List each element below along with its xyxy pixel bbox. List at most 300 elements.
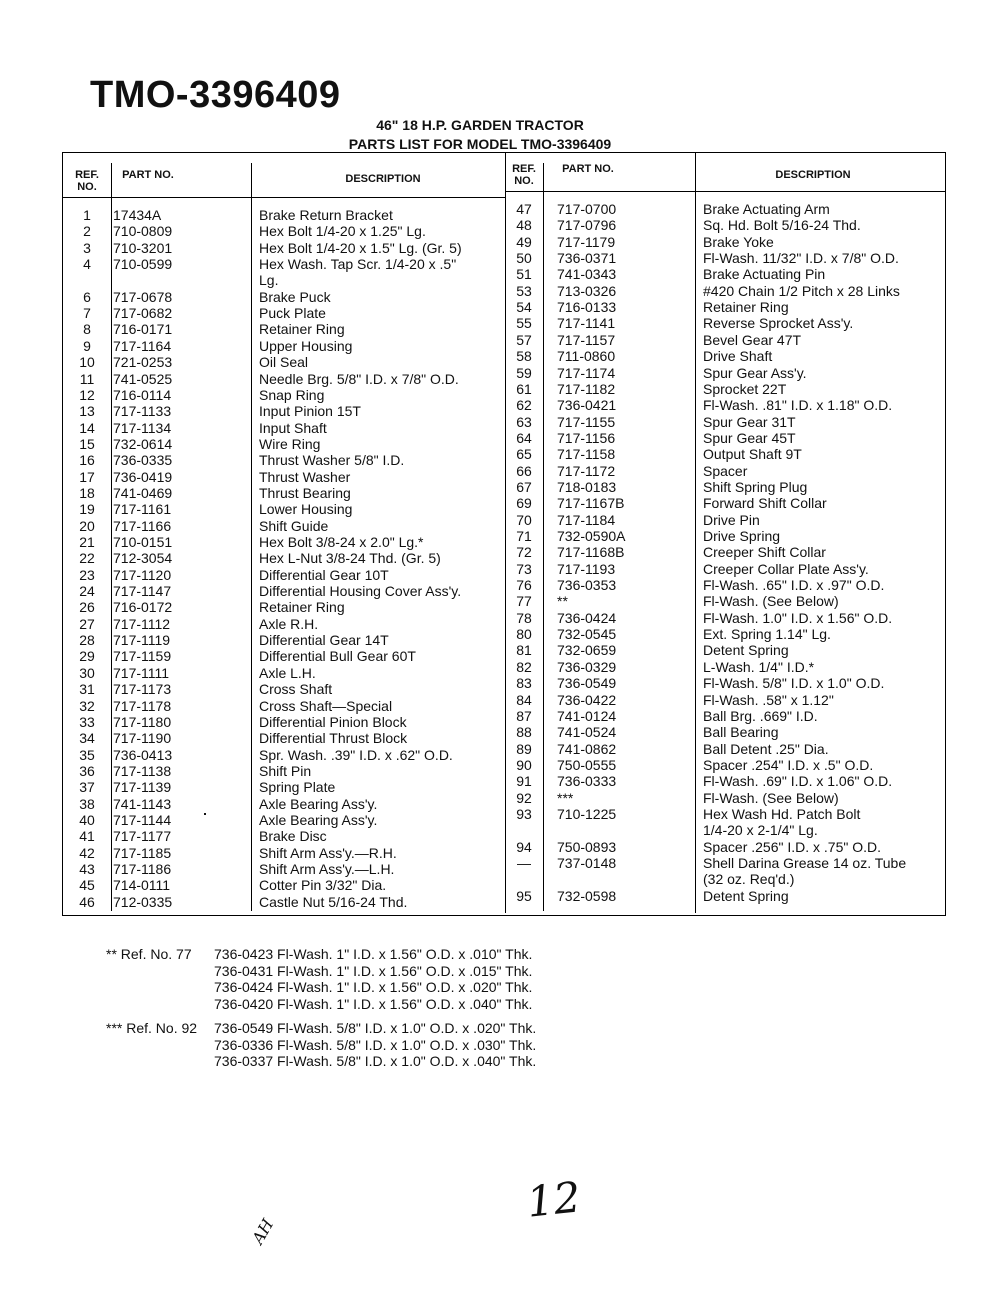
part-description: Ext. Spring 1.14" Lg. bbox=[703, 626, 831, 643]
part-description: Differential Bull Gear 60T bbox=[259, 648, 416, 665]
ref-number: 22 bbox=[79, 550, 95, 567]
ref-number: 72 bbox=[516, 544, 532, 561]
part-description: Fl-Wash. .58" x 1.12" bbox=[703, 691, 834, 708]
ref-number: 83 bbox=[516, 675, 532, 692]
part-number: 741-0862 bbox=[557, 740, 617, 757]
part-number: 717-1186 bbox=[113, 861, 172, 877]
header-description: DESCRIPTION bbox=[345, 173, 421, 185]
part-description: Cotter Pin 3/32" Dia. bbox=[259, 877, 387, 894]
ref-number: 8 bbox=[83, 321, 91, 338]
part-description: Input Pinion 15T bbox=[259, 403, 361, 420]
part-description: Retainer Ring bbox=[259, 599, 345, 616]
table-row bbox=[63, 512, 945, 528]
ref-number: 4 bbox=[83, 256, 91, 273]
ref-number: 92 bbox=[516, 789, 532, 806]
part-number: 736-0353 bbox=[557, 577, 617, 594]
part-number: 717-1147 bbox=[113, 583, 172, 600]
part-description: Spacer bbox=[703, 462, 748, 479]
ref-number: 15 bbox=[79, 435, 95, 452]
part-description: Creeper Shift Collar bbox=[703, 544, 826, 561]
table-row bbox=[63, 544, 945, 560]
ref-number: 29 bbox=[79, 648, 95, 665]
part-number: 717-0678 bbox=[113, 288, 173, 305]
model-code-heading: TMO-3396409 bbox=[90, 74, 341, 116]
part-description: Axle Bearing Ass'y. bbox=[259, 811, 378, 828]
part-description: Thrust Washer bbox=[259, 468, 351, 485]
part-number: 716-0172 bbox=[113, 599, 173, 616]
part-description: Oil Seal bbox=[259, 354, 309, 371]
part-description: Hex Bolt 3/8-24 x 2.0" Lg.* bbox=[259, 534, 424, 550]
part-description: Shift Spring Plug bbox=[703, 478, 808, 495]
part-number: 710-0599 bbox=[113, 256, 173, 273]
ref-number: 66 bbox=[516, 462, 532, 479]
part-description: Snap Ring bbox=[259, 386, 325, 403]
part-number: 717-1168B bbox=[557, 544, 625, 561]
part-description: Spring Plate bbox=[259, 779, 336, 796]
part-description: Differential Gear 10T bbox=[259, 566, 389, 583]
part-number: 736-0329 bbox=[557, 658, 617, 675]
ref-number: 2 bbox=[83, 223, 91, 240]
table-row bbox=[63, 642, 945, 658]
part-description: Spr. Wash. .39" I.D. x .62" O.D. bbox=[259, 746, 453, 763]
ref-number: 45 bbox=[79, 877, 95, 894]
part-description: Brake Actuating Pin bbox=[703, 266, 826, 283]
ref-number: 69 bbox=[516, 495, 532, 512]
part-description: Drive Shaft bbox=[703, 348, 773, 365]
part-description: Sq. Hd. Bolt 5/16-24 Thd. bbox=[703, 217, 861, 234]
part-description: Castle Nut 5/16-24 Thd. bbox=[259, 893, 408, 910]
part-number: 717-1133 bbox=[113, 403, 172, 420]
part-number: 736-0422 bbox=[557, 691, 617, 708]
part-description: Creeper Collar Plate Ass'y. bbox=[703, 560, 869, 577]
ref-number: 1 bbox=[83, 207, 91, 223]
ref-number: 6 bbox=[83, 288, 91, 305]
table-row bbox=[63, 577, 945, 593]
header-ref-no: REF. NO. bbox=[75, 169, 99, 193]
footnote-text: 736-0549 Fl-Wash. 5/8" I.D. x 1.0" O.D. x .020" Thk. bbox=[214, 1020, 537, 1036]
ref-number: 3 bbox=[83, 239, 91, 256]
part-number: 712-3054 bbox=[113, 550, 173, 567]
table-row bbox=[63, 528, 945, 544]
ref-number: 65 bbox=[516, 446, 532, 463]
part-description: Output Shaft 9T bbox=[703, 446, 802, 463]
part-description: Thrust Washer 5/8" I.D. bbox=[259, 452, 405, 469]
parts-table bbox=[62, 152, 946, 916]
part-number: 736-0421 bbox=[557, 397, 617, 414]
part-number: 717-1177 bbox=[113, 828, 172, 845]
ref-number: 94 bbox=[516, 838, 532, 855]
ref-number: 13 bbox=[79, 403, 95, 420]
ref-number: 46 bbox=[79, 893, 95, 910]
part-number: 717-1193 bbox=[557, 560, 616, 577]
ref-number: 47 bbox=[516, 201, 532, 217]
part-number: 736-0371 bbox=[557, 250, 617, 267]
part-number: 741-0343 bbox=[557, 266, 617, 283]
footnote-text: 736-0336 Fl-Wash. 5/8" I.D. x 1.0" O.D. x .030" Thk. bbox=[214, 1036, 537, 1053]
part-number: 741-1143 bbox=[113, 795, 172, 812]
ref-number: 50 bbox=[516, 250, 532, 267]
table-row bbox=[63, 855, 945, 871]
part-number: 736-0424 bbox=[557, 609, 617, 626]
ref-number: 9 bbox=[83, 337, 91, 354]
table-row bbox=[63, 348, 945, 364]
ref-number: 84 bbox=[516, 691, 532, 708]
ref-number: 23 bbox=[79, 566, 95, 583]
ref-number: 41 bbox=[79, 828, 95, 845]
part-number: 710-0151 bbox=[113, 534, 173, 550]
table-row bbox=[63, 332, 945, 348]
part-number: 717-1156 bbox=[557, 429, 616, 446]
ref-number: 78 bbox=[516, 609, 532, 626]
part-description: Spur Gear 31T bbox=[703, 413, 796, 430]
ref-number: 30 bbox=[79, 664, 95, 681]
ref-number: 81 bbox=[516, 642, 532, 659]
table-row bbox=[63, 430, 945, 446]
part-description: Retainer Ring bbox=[259, 321, 345, 338]
part-number: 716-0171 bbox=[113, 321, 173, 338]
part-description: Shift Arm Ass'y.—R.H. bbox=[259, 844, 397, 861]
part-description: Ball Bearing bbox=[703, 724, 779, 741]
part-description: Differential Gear 14T bbox=[259, 632, 389, 649]
ref-number: 59 bbox=[516, 364, 532, 381]
ref-number: 76 bbox=[516, 577, 532, 594]
footnote-prefix: *** Ref. No. 92 bbox=[106, 1020, 198, 1036]
table-row bbox=[63, 741, 945, 757]
table-row bbox=[63, 381, 945, 397]
table-row bbox=[63, 675, 945, 691]
header-ref-no: REF. NO. bbox=[512, 163, 536, 187]
part-number: 717-0700 bbox=[557, 201, 617, 217]
part-description: Reverse Sprocket Ass'y. bbox=[703, 315, 854, 332]
part-number: 717-1155 bbox=[557, 413, 616, 430]
ref-number: 32 bbox=[79, 697, 95, 714]
part-number: 717-1120 bbox=[113, 566, 172, 583]
part-description: Retainer Ring bbox=[703, 299, 789, 316]
table-row bbox=[63, 446, 945, 462]
part-description: Hex Bolt 1/4-20 x 1.25" Lg. bbox=[259, 223, 426, 240]
part-description: Differential Thrust Block bbox=[259, 730, 408, 747]
part-number: 732-0598 bbox=[557, 887, 617, 904]
part-number: 717-1190 bbox=[113, 730, 172, 747]
part-number: 717-1141 bbox=[557, 315, 616, 332]
table-row bbox=[63, 201, 945, 217]
ref-number: 49 bbox=[516, 233, 532, 250]
part-description: Brake Actuating Arm bbox=[703, 201, 830, 217]
part-number: 712-0335 bbox=[113, 893, 173, 910]
part-number: 717-0796 bbox=[557, 217, 617, 234]
table-row bbox=[63, 266, 945, 282]
ref-number: 73 bbox=[516, 560, 532, 577]
table-row bbox=[63, 692, 945, 708]
part-description: Shift Guide bbox=[259, 517, 329, 534]
ref-number: 71 bbox=[516, 528, 532, 544]
table-row bbox=[63, 839, 945, 855]
part-number: 741-0469 bbox=[113, 484, 173, 501]
part-description: Differential Housing Cover Ass'y. bbox=[259, 583, 462, 600]
part-description: Shell Darina Grease 14 oz. Tube bbox=[703, 855, 907, 871]
table-row bbox=[63, 708, 945, 724]
part-description: Axle R.H. bbox=[259, 615, 319, 632]
header-rule bbox=[63, 197, 505, 198]
ref-number: 63 bbox=[516, 413, 532, 430]
footnote-text: 736-0337 Fl-Wash. 5/8" I.D. x 1.0" O.D. x .040" Thk. bbox=[214, 1053, 537, 1069]
part-description: Brake Yoke bbox=[703, 233, 774, 250]
part-number: 717-1172 bbox=[557, 462, 616, 479]
table-row bbox=[63, 315, 945, 331]
part-number: 741-0524 bbox=[557, 724, 617, 741]
table-row bbox=[63, 234, 945, 250]
ref-number: 51 bbox=[516, 266, 532, 283]
ref-number: — bbox=[517, 855, 531, 871]
header-part-no: PART NO. bbox=[562, 163, 614, 175]
part-number: *** bbox=[557, 789, 574, 806]
table-row bbox=[63, 365, 945, 381]
part-description: Spacer .254" I.D. x .5" O.D. bbox=[703, 756, 874, 773]
part-description: Spur Gear Ass'y. bbox=[703, 364, 807, 381]
ref-number: 43 bbox=[79, 861, 95, 877]
ref-number: 27 bbox=[79, 615, 95, 632]
part-description: Detent Spring bbox=[703, 642, 789, 659]
ref-number: 37 bbox=[79, 779, 95, 796]
part-description: Axle L.H. bbox=[259, 664, 316, 681]
part-number: 732-0545 bbox=[557, 626, 617, 643]
ref-number: 28 bbox=[79, 632, 95, 649]
part-number: 716-0133 bbox=[557, 299, 617, 316]
ref-number: 10 bbox=[79, 354, 95, 371]
ref-number: 61 bbox=[516, 380, 532, 397]
part-description: Spur Gear 45T bbox=[703, 429, 796, 446]
part-description: Forward Shift Collar bbox=[703, 495, 827, 512]
part-description: Fl-Wash. .69" I.D. x 1.06" O.D. bbox=[703, 773, 893, 790]
ref-number: 11 bbox=[79, 370, 95, 387]
ref-number: 89 bbox=[516, 740, 532, 757]
part-description: Input Shaft bbox=[259, 419, 327, 436]
ref-number: 82 bbox=[516, 658, 532, 675]
part-description: Lg. bbox=[259, 272, 279, 289]
table-row bbox=[63, 593, 945, 609]
part-number: 711-0860 bbox=[557, 348, 616, 365]
ref-number: 7 bbox=[83, 305, 91, 322]
part-description: Hex L-Nut 3/8-24 Thd. (Gr. 5) bbox=[259, 550, 441, 567]
part-number: 717-1159 bbox=[113, 648, 172, 665]
part-number: 736-0333 bbox=[557, 773, 617, 790]
ref-number: 91 bbox=[516, 773, 532, 790]
footnote-text: 736-0420 Fl-Wash. 1" I.D. x 1.56" O.D. x .040" Thk. bbox=[214, 995, 533, 1012]
table-row bbox=[63, 495, 945, 511]
ref-number: 19 bbox=[79, 501, 95, 518]
part-number: 717-1112 bbox=[113, 615, 171, 632]
part-number: ** bbox=[557, 593, 568, 610]
ref-number: 24 bbox=[79, 583, 95, 600]
part-number: 717-1178 bbox=[113, 697, 172, 714]
part-description: Spacer .256" I.D. x .75" O.D. bbox=[703, 838, 882, 855]
ref-number: 93 bbox=[516, 805, 532, 822]
ref-number: 95 bbox=[516, 887, 532, 904]
part-number: 717-1139 bbox=[113, 779, 172, 796]
part-number: 717-1180 bbox=[113, 713, 172, 730]
part-number: 736-0549 bbox=[557, 675, 617, 692]
part-number: 717-1111 bbox=[113, 664, 170, 681]
part-description: Ball Brg. .669" I.D. bbox=[703, 707, 818, 724]
stray-mark bbox=[204, 813, 206, 815]
table-row bbox=[63, 888, 945, 904]
ref-number: 54 bbox=[516, 299, 532, 316]
part-description: Fl-Wash. (See Below) bbox=[703, 593, 839, 610]
part-number: 732-0659 bbox=[557, 642, 617, 659]
part-description: Differential Pinion Block bbox=[259, 713, 407, 730]
part-description: Brake Disc bbox=[259, 828, 327, 845]
table-row bbox=[63, 822, 945, 838]
ref-number: 20 bbox=[79, 517, 95, 534]
footnote-prefix: ** Ref. No. 77 bbox=[106, 946, 192, 962]
ref-number: 33 bbox=[79, 713, 95, 730]
ref-number: 14 bbox=[79, 419, 95, 436]
table-row bbox=[63, 250, 945, 266]
part-number: 717-1182 bbox=[557, 380, 616, 397]
part-description: Hex Bolt 1/4-20 x 1.5" Lg. (Gr. 5) bbox=[259, 239, 462, 256]
part-number: 732-0590A bbox=[557, 528, 626, 544]
part-description: Shift Pin bbox=[259, 762, 312, 779]
part-description: Hex Wash. Tap Scr. 1/4-20 x .5" bbox=[259, 256, 457, 273]
ref-number: 62 bbox=[516, 397, 532, 414]
part-description: Puck Plate bbox=[259, 305, 326, 322]
part-description: Fl-Wash. 1.0" I.D. x 1.56" O.D. bbox=[703, 609, 893, 626]
header-part-no: PART NO. bbox=[122, 169, 174, 181]
table-row bbox=[63, 217, 945, 233]
part-number: 736-0413 bbox=[113, 746, 173, 763]
part-description: Bevel Gear 47T bbox=[703, 331, 802, 348]
part-description: Fl-Wash. .65" I.D. x .97" O.D. bbox=[703, 577, 885, 594]
table-row bbox=[63, 479, 945, 495]
table-row bbox=[63, 659, 945, 675]
ref-number: 38 bbox=[79, 795, 95, 812]
handwritten-page-number: 12 bbox=[524, 1172, 583, 1227]
ref-number: 87 bbox=[516, 707, 532, 724]
part-number: 717-1173 bbox=[113, 681, 172, 698]
ref-number: 55 bbox=[516, 315, 532, 332]
part-number: 717-1185 bbox=[113, 844, 172, 861]
ref-number: 80 bbox=[516, 626, 532, 643]
part-description: Axle Bearing Ass'y. bbox=[259, 795, 378, 812]
footnote-text: 736-0423 Fl-Wash. 1" I.D. x 1.56" O.D. x .010" Thk. bbox=[214, 946, 533, 962]
part-description: Fl-Wash. 11/32" I.D. x 7/8" O.D. bbox=[703, 250, 899, 267]
part-number: 17434A bbox=[113, 207, 162, 223]
ref-number: 58 bbox=[516, 348, 532, 365]
ref-number: 77 bbox=[516, 593, 532, 610]
part-number: 741-0124 bbox=[557, 707, 617, 724]
part-description: Drive Pin bbox=[703, 511, 760, 528]
part-number: 718-0183 bbox=[557, 478, 617, 495]
part-number: 717-1144 bbox=[113, 811, 172, 828]
part-number: 717-1119 bbox=[113, 632, 171, 649]
part-number: 713-0326 bbox=[557, 282, 617, 299]
part-description: Needle Brg. 5/8" I.D. x 7/8" O.D. bbox=[259, 370, 459, 387]
part-number: 717-1174 bbox=[557, 364, 616, 381]
part-number: 736-0419 bbox=[113, 468, 173, 485]
ref-number: 88 bbox=[516, 724, 532, 741]
table-row bbox=[63, 610, 945, 626]
part-number: 717-1184 bbox=[557, 511, 616, 528]
part-number: 717-1179 bbox=[557, 233, 616, 250]
part-number: 716-0114 bbox=[113, 386, 172, 403]
part-number: 717-1161 bbox=[113, 501, 172, 518]
document-subtitle: PARTS LIST FOR MODEL TMO-3396409 bbox=[348, 136, 612, 152]
part-description: Fl-Wash. (See Below) bbox=[703, 789, 839, 806]
part-description: Drive Spring bbox=[703, 528, 781, 544]
footnote-text: 736-0431 Fl-Wash. 1" I.D. x 1.56" O.D. x .015" Thk. bbox=[214, 962, 533, 979]
ref-number: 21 bbox=[79, 534, 95, 550]
ref-number: 40 bbox=[79, 811, 95, 828]
header-rule bbox=[505, 191, 945, 192]
part-description: #420 Chain 1/2 Pitch x 28 Links bbox=[703, 282, 900, 299]
part-number: 717-0682 bbox=[113, 305, 173, 322]
ref-number: 26 bbox=[79, 599, 95, 616]
part-number: 717-1166 bbox=[113, 517, 172, 534]
ref-number: 36 bbox=[79, 762, 95, 779]
part-number: 750-0555 bbox=[557, 756, 617, 773]
part-description: Brake Puck bbox=[259, 288, 331, 305]
table-row bbox=[63, 283, 945, 299]
part-description: Brake Return Bracket bbox=[259, 207, 393, 223]
table-row bbox=[63, 561, 945, 577]
part-number: 736-0335 bbox=[113, 452, 173, 469]
ref-number: 53 bbox=[516, 282, 532, 299]
part-description: Hex Wash Hd. Patch Bolt bbox=[703, 805, 861, 822]
part-number: 710-0809 bbox=[113, 223, 173, 240]
ref-number: 67 bbox=[516, 478, 532, 495]
part-description: Cross Shaft bbox=[259, 681, 333, 698]
part-number: 717-1167B bbox=[557, 495, 625, 512]
part-number: 714-0111 bbox=[113, 877, 171, 894]
ref-number: 42 bbox=[79, 844, 95, 861]
ref-number: 35 bbox=[79, 746, 95, 763]
ref-number: 34 bbox=[79, 730, 95, 747]
ref-number: 90 bbox=[516, 756, 532, 773]
part-number: 717-1138 bbox=[113, 762, 172, 779]
ref-number: 16 bbox=[79, 452, 95, 469]
handwritten-initials: AH bbox=[248, 1215, 278, 1248]
ref-number: 64 bbox=[516, 429, 532, 446]
ref-number: 18 bbox=[79, 484, 95, 501]
part-description: Wire Ring bbox=[259, 435, 321, 452]
part-number: 741-0525 bbox=[113, 370, 173, 387]
part-number: 717-1164 bbox=[113, 337, 172, 354]
part-description: Fl-Wash. 5/8" I.D. x 1.0" O.D. bbox=[703, 675, 885, 692]
part-number: 732-0614 bbox=[113, 435, 173, 452]
part-number: 721-0253 bbox=[113, 354, 173, 371]
table-row bbox=[63, 871, 945, 887]
part-number: 710-1225 bbox=[557, 805, 617, 822]
table-row bbox=[63, 397, 945, 413]
part-number: 737-0148 bbox=[557, 855, 617, 871]
part-description: Detent Spring bbox=[703, 887, 789, 904]
part-number: 710-3201 bbox=[113, 239, 173, 256]
part-number: 717-1158 bbox=[557, 446, 616, 463]
part-description: (32 oz. Req'd.) bbox=[703, 871, 795, 888]
table-row bbox=[63, 463, 945, 479]
part-description: Thrust Bearing bbox=[259, 484, 351, 501]
table-row bbox=[63, 773, 945, 789]
part-description: Ball Detent .25" Dia. bbox=[703, 740, 829, 757]
header-description: DESCRIPTION bbox=[775, 169, 851, 181]
table-row bbox=[63, 790, 945, 806]
table-row bbox=[63, 757, 945, 773]
ref-number: 70 bbox=[516, 511, 532, 528]
part-number: 717-1134 bbox=[113, 419, 172, 436]
ref-number: 17 bbox=[79, 468, 95, 485]
table-row bbox=[63, 724, 945, 740]
footnote-text: 736-0424 Fl-Wash. 1" I.D. x 1.56" O.D. x .020" Thk. bbox=[214, 979, 533, 995]
